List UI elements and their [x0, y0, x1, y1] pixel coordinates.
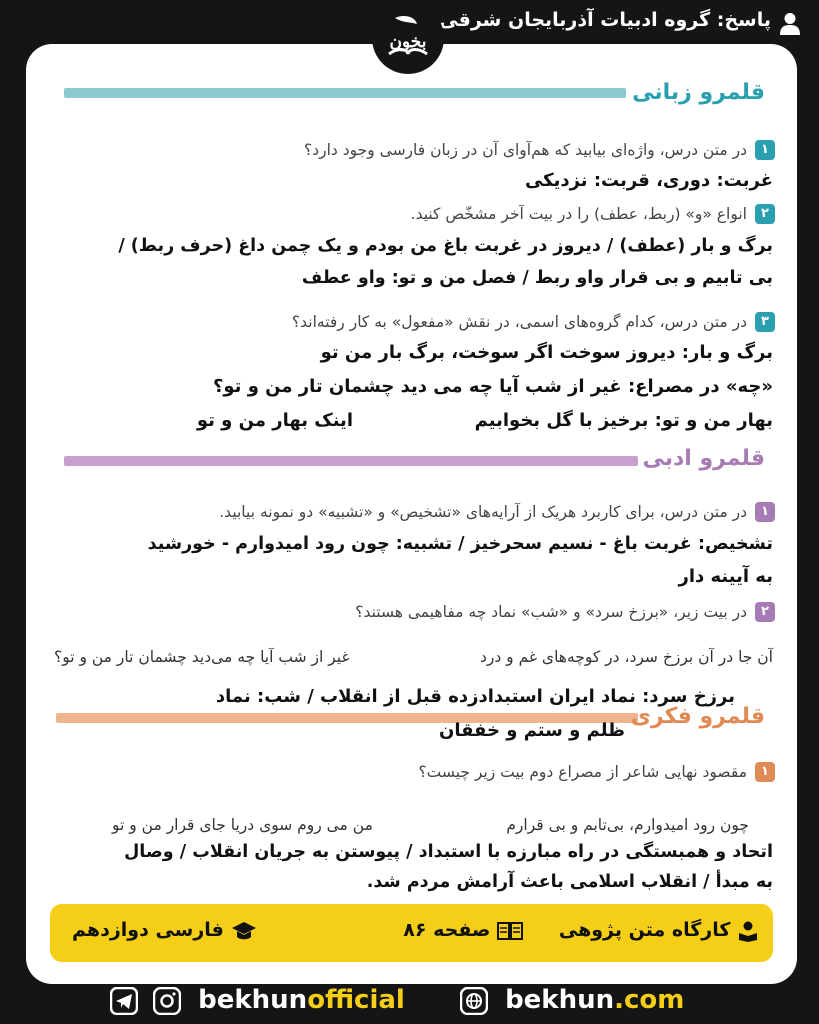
question-number-badge: ۱: [755, 140, 775, 160]
question-text: در متن درس، کدام گروه‌های اسمی، در نقش «مفعول» به کار رفته‌اند؟: [291, 313, 747, 331]
answer-literary-1-line1: تشخیص: غربت باغ - نسیم سحرخیز / تشبیه: چون رود امیدوارم - خورشید: [147, 534, 773, 554]
footer-page: صفحه ۸۶: [403, 919, 523, 941]
answer-intellectual-1-line1: اتحاد و همبستگی در راه مبارزه با استبداد / پیوستن به جریان انقلاب / وصال: [124, 842, 773, 862]
reader-icon: [737, 920, 759, 942]
question-language-1: [304, 140, 775, 160]
answer-literary-2-line1: برزخ سرد: نماد ایران استبدادزده قبل از انقلاب / شب: نماد: [215, 686, 735, 707]
footer-workshop: کارگاه متن پژوهی: [559, 919, 759, 942]
section-divider-language: [64, 88, 626, 98]
logo-text: بخون: [389, 32, 427, 52]
open-book-icon: [497, 921, 523, 941]
footer-book: فارسی دوازدهم: [72, 919, 257, 942]
question-number-badge: ۳: [755, 312, 775, 332]
question-text: مقصود نهایی شاعر از مصراع دوم بیت زیر چیست؟: [418, 763, 747, 781]
answer-language-2-line2: بی تابیم و بی قرار واو ربط / فصل من و تو: واو عطف: [301, 268, 773, 288]
answer-language-3-line3b: اینک بهار من و تو: [196, 410, 353, 431]
answer-language-3-line1: برگ و بار: دیروز سوخت اگر سوخت، برگ بار من تو: [320, 342, 773, 363]
question-text: انواع «و» (ربط، عطف) را در بیت آخر مشخّص کنید.: [410, 205, 747, 223]
answer-language-3-line2: «چه» در مصراع: غیر از شب آیا چه می دید چشمان تار من و تو؟: [212, 376, 773, 397]
section-title-language: قلمرو زبانی: [632, 80, 765, 105]
answer-literary-2-line2: ظلم و ستم و خفقان: [438, 720, 625, 741]
answer-language-3-line3: بهار من و تو: برخیز با گل بخوابیم: [474, 410, 773, 431]
content-card: [26, 44, 797, 984]
section-title-literary: قلمرو ادبی: [642, 446, 765, 471]
user-icon: [779, 12, 801, 36]
question-language-2: [411, 204, 775, 224]
section-title-intellectual: قلمرو فکری: [630, 704, 765, 729]
answer-literary-1-line2: به آیینه دار: [678, 566, 773, 587]
website-link[interactable]: bekhun.com: [460, 985, 684, 1015]
question-text: در بیت زیر، «برزخ سرد» و «شب» نماد چه مفاهیمی هستند؟: [355, 603, 747, 621]
question-number-badge: ۲: [755, 204, 775, 224]
question-text: در متن درس، واژه‌ای بیابید که هم‌آوای آن در زبان فارسی وجود دارد؟: [304, 141, 747, 159]
question-intellectual-1: [418, 762, 775, 782]
verse-right: چون رود امیدوارم، بی‌تابم و بی قرارم: [506, 816, 749, 834]
section-divider-literary: [64, 456, 638, 466]
globe-icon: [460, 987, 488, 1015]
answer-intellectual-1-line2: به مبدأ / انقلاب اسلامی باعث آرامش مردم شد.: [366, 872, 773, 892]
telegram-icon[interactable]: [110, 987, 138, 1015]
graduation-cap-icon: [231, 920, 257, 942]
question-number-badge: ۱: [755, 502, 775, 522]
verse-left: غیر از شب آیا چه می‌دید چشمان تار من و تو؟: [54, 648, 350, 666]
question-number-badge: ۱: [755, 762, 775, 782]
question-literary-1: [219, 502, 775, 522]
verse-right: آن جا در آن برزخ سرد، در کوچه‌های غم و درد: [479, 648, 773, 666]
question-language-3: [292, 312, 775, 332]
question-literary-2: [355, 602, 775, 622]
question-number-badge: ۲: [755, 602, 775, 622]
answer-language-1: غربت: دوری، قربت: نزدیکی: [524, 170, 773, 191]
footer-band: [50, 904, 773, 962]
verse-left: من می روم سوی دریا جای قرار من و تو: [112, 816, 373, 834]
header-title: پاسخ: گروه ادبیات آذربایجان شرقی: [439, 9, 771, 31]
instagram-icon[interactable]: [153, 987, 181, 1015]
bekhun-logo: [372, 2, 444, 74]
answer-language-2-line1: برگ و بار (عطف) / دیروز در غربت باغ من بودم و یک چمن داغ (حرف ربط) /: [118, 236, 773, 256]
social-handle[interactable]: bekhunofficial: [110, 985, 405, 1015]
question-text: در متن درس، برای کاربرد هریک از آرایه‌های «تشخیص» و «تشبیه» دو نمونه بیابید.: [219, 503, 747, 521]
